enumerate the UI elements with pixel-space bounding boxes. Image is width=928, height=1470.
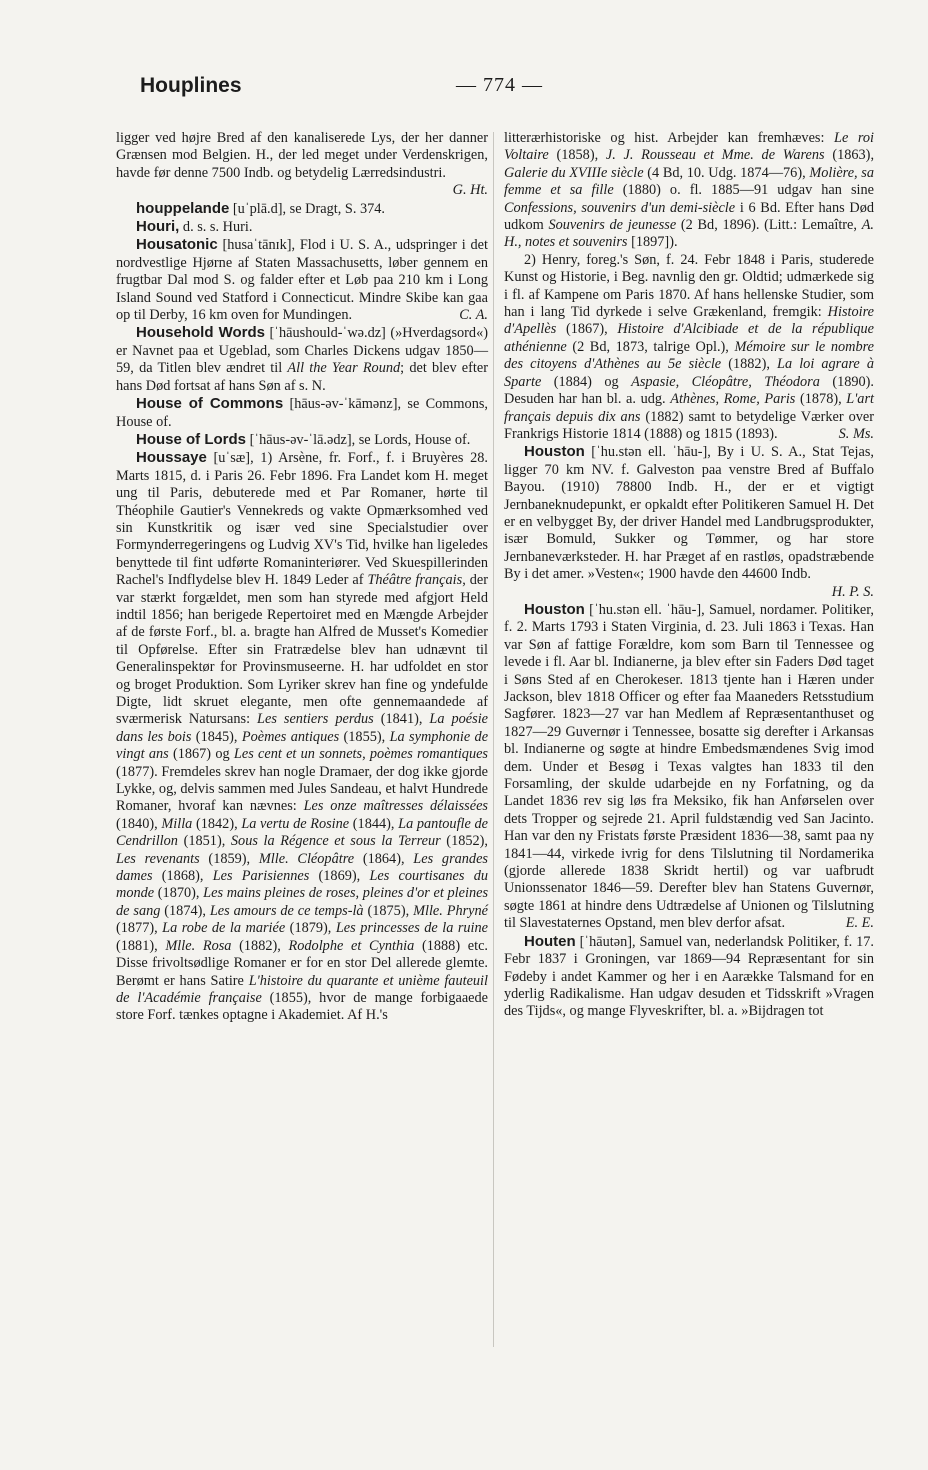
page-header: [140, 72, 860, 108]
entry-houssaye-henry: 2) Henry, foreg.'s Søn, f. 24. Febr 1848 i Paris, studerede Kunst og Historie, i Beg. navnlig den gr. Oldtid; udmærkede sig i fl. af Kampene om Paris 1870. Af hans hellenske Studier, som han i lang Tid dyrkede i selve Grækenland, fremgik: Histoire d'Apellès (1867), Histoire d'Alcibiade et de la république athénienne (2 Bd, 1873, talrige Opl.), Mémoire sur le nombre des citoyens d'Athènes au 5e siècle (1882), La loi agrare à Sparte (1884) og Aspasie, Cléopâtre, Théodora (1890). Desuden har han bl. a. udg. Athènes, Rome, Paris (1878), L'art français depuis dix ans (1882) samt to betydelige Værker over Frankrigs Historie 1814 (1888) og 1815 (1893). S. Ms.: [504, 251, 875, 442]
entry-headword: houppelande: [136, 199, 230, 217]
entry-headword: Household Words: [136, 324, 265, 342]
author-signature: C. A.: [459, 307, 488, 324]
author-signature: S. Ms.: [838, 425, 874, 442]
author-signature: E. E.: [845, 915, 874, 932]
entry-headword: Houssaye: [136, 449, 207, 467]
entry-headword: Houri,: [136, 218, 180, 236]
entry-houston-city: Houston [ˈhu.stən ell. ˈhāu-], By i U. S. A., Stat Tejas, ligger 70 km NV. f. Galveston paa venstre Bred af Buffalo Bayou. (1910) 78800 Indb. H., der er et vigtigt Jernbaneknudepunkt, er opkaldt efter Politikeren Samuel H. Det er en velbygget By, der driver Handel med Landbrugsprodukter, især Bomuld, Sukker og Tømmer, og har store Jernbaneværksteder. H. har Præget af en rastløs, opadstræbende By i det amer. »Vesten«; 1900 havde den 44600 Indb. H. P. S.: [504, 443, 874, 600]
entry-housatonic: Housatonic [husaˈtānɪk], Flod i U. S. A., udspringer i det nordvestlige Hjørne af Staten Massachusetts, løber gennem en frugtbar Dal mod S. og falder efter et Løb paa 210 km i Long Island Sound ved Statford i Connecticut. Mindre Skibe kan gaa op til Derby, 16 km oven for Mundingen. C. A.: [116, 236, 488, 324]
entry-house-of-lords: House of Lords [ˈhāus-əv-ˈlā.ədz], se Lords, House of.: [136, 430, 471, 448]
left-column: [116, 130, 488, 1025]
entry-houri: Houri, d. s. s. Huri.: [136, 218, 253, 236]
entry-headword: Housatonic: [136, 236, 218, 254]
entry-household-words: Household Words [ˈhāushould-ˈwə.dz] (»Hverdagsord«) er Navnet paa et Ugeblad, som Charles Dickens udgav 1850—59, da Titlen blev ændret til All the Year Round; det blev efter hans Død fortsat af hans Søn af s. N.: [116, 324, 488, 394]
author-signature: H. P. S.: [831, 583, 874, 600]
right-column: [504, 130, 874, 1021]
entry-houssaye: Houssaye [uˈsæ], 1) Arsène, fr. Forf., f. i Bruyères 28. Marts 1815, d. i Paris 26. Febr 1896. Fra Landet kom H. meget ung til Paris, debuterede med et Par Romaner, hørte til Théophile Gautier's Vennekreds og vakte Opmærksomhed ved sin Kunstkritik og især ved sine Specialstudier over Formynderregeringens og Ludvig XV's Tid, hvilke han ligeledes benyttede til fint udførte Romaninteriører. Ved Skuespillerinden Rachel's Indflydelse blev H. 1849 Leder af Théâtre français, der var stærkt forgældet, men som han styrede med afgjort Held indtil 1856; han berigede Repertoiret med en Mængde Arbejder af de første Forf., bl. a. bragte han Alfred de Musset's Komedier til Opførelse. Efter sin Fratrædelse blev han udnævnt til Generalinspektør for Provinsmuseerne. H. har udfoldet en stor og broget Produktion. Som Lyriker skrev han fine og yndefulde Digte, lidt skruet elegante, men ofte gennemaandede af sværmerisk Natursans: Les sentiers perdus (1841), La poésie dans les bois (1845), Poèmes antiques (1855), La symphonie de vingt ans (1867) og Les cent et un sonnets, poèmes romantiques (1877). Fremdeles skrev han nogle Dramaer, der dog ikke gjorde Lykke, og, delvis sammen med Jules Sandeau, et halvt Hundrede Romaner, hvoraf kan nævnes: Les onze maîtresses délaissées (1840), Milla (1842), La vertu de Rosine (1844), La pantoufle de Cendrillon (1851), Sous la Régence et sous la Terreur (1852), Les revenants (1859), Mlle. Cléopâtre (1864), Les grandes dames (1868), Les Parisiennes (1869), Les courtisanes du monde (1870), Les mains pleines de roses, pleines d'or et pleines de sang (1874), Les amours de ce temps-là (1875), Mlle. Phryné (1877), La robe de la mariée (1879), Les princesses de la ruine (1881), Mlle. Rosa (1882), Rodolphe et Cynthia (1888) etc. Disse frivoltsødlige Romaner er for en stor Del allerede glemte. Berømt er hans Satire L'histoire du quarante et unième fauteuil de l'Académie française (1855), hvor de mange forbigaaede store Forf. tænkes optagne i Akademiet. Af H.'s: [116, 449, 489, 1024]
entry-houten: Houten [ˈhāutən], Samuel van, nederlandsk Politiker, f. 17. Febr 1837 i Groningen, var 1869—94 Repræsentant for sin Fødeby i andet Kammer og her i en Aarække Talsmand for en yderlig Radikalisme. Han udgav desuden et Tidsskrift »Vragen des Tijds«, og mange Flyveskrifter, bl. a. »Bijdragen tot: [504, 932, 874, 1020]
entry-houston-samuel: Houston [ˈhu.stən ell. ˈhāu-], Samuel, nordamer. Politiker, f. 2. Marts 1793 i Staten Virginia, d. 23. Juli 1863 i Texas. Han var Søn af fattige Forældre, kom som Barn til Tennessee og levede i fl. Aar bl. Indianerne, ja blev efter sin Faders Død taget i Søns Sted af en Cherokeser. 1813 tjente han i Hæren under Jackson, blev 1818 Officer og efter faa Maaneders Retsstudium Sagfører. 1823—27 var han Medlem af Repræsentanthuset og 1827—29 Guvernør i Tennessee, bosatte sig derefter i Arkansas bl. Indianerne og søgte at hindre Embedsmændenes Svig imod dem. Under et Besøg i Texas valgtes han 1833 til den Forsamling, der skulde udarbejde en ny Forfatning, og da Landet 1836 rev sig løs fra Meksiko, fik han Anførselen over dets Tropper og sejrede 21. April fuldstændig ved San Jacinto. Han var den ny Fristats første Præsident 1836—38, samt paa ny 1841—44, virkede ivrig for dens Tilslutning til Nordamerika (gjorde allerede 1838 Skridt hertil) og var uafbrudt Unionssenator 1846—59. Derefter blev han Statens Guvernør, søgte 1861 at hindre dens Udtrædelse af Unionen og Tilslutning til Slavestaternes Opstand, men blev derfor afsat. E. E.: [504, 600, 874, 932]
author-signature: G. Ht.: [452, 182, 488, 199]
entry-headword: Houten: [524, 932, 576, 950]
entry-headword: House of Commons: [136, 395, 284, 413]
entry-continuation: ligger ved højre Bred af den kanaliserede Lys, der her danner Grænsen mod Belgien. H., der led meget under Verdenskrigen, havde før denne 7500 Indb. og betydelig Lærredsindustri. G. Ht.: [116, 130, 488, 199]
entry-house-of-commons: House of Commons [hāus-əv-ˈkāmənz], se Commons, House of.: [116, 395, 488, 430]
entry-houssaye-continued: litterærhistoriske og hist. Arbejder kan fremhæves: Le roi Voltaire (1858), J. J. Rousseau et Mme. de Warens (1863), Galerie du XVIIIe siècle (4 Bd, 10. Udg. 1874—76), Molière, sa femme et sa fille (1880) o. fl. 1885—91 udgav han sine Confessions, souvenirs d'un demi-siècle i 6 Bd. Efter hans Død udkom Souvenirs de jeunesse (2 Bd, 1896). (Litt.: Lemaître, A. H., notes et souvenirs [1897]).: [504, 130, 875, 251]
page-number: — 774 —: [456, 74, 543, 96]
column-rule: [493, 132, 494, 1347]
entry-headword: House of Lords: [136, 430, 247, 448]
entry-headword: Houston: [524, 443, 585, 461]
entry-houppelande: houppelande [uˈplā.d], se Dragt, S. 374.: [136, 199, 385, 217]
entry-headword: Houston: [524, 600, 585, 618]
running-headword: Houplines: [140, 74, 242, 97]
